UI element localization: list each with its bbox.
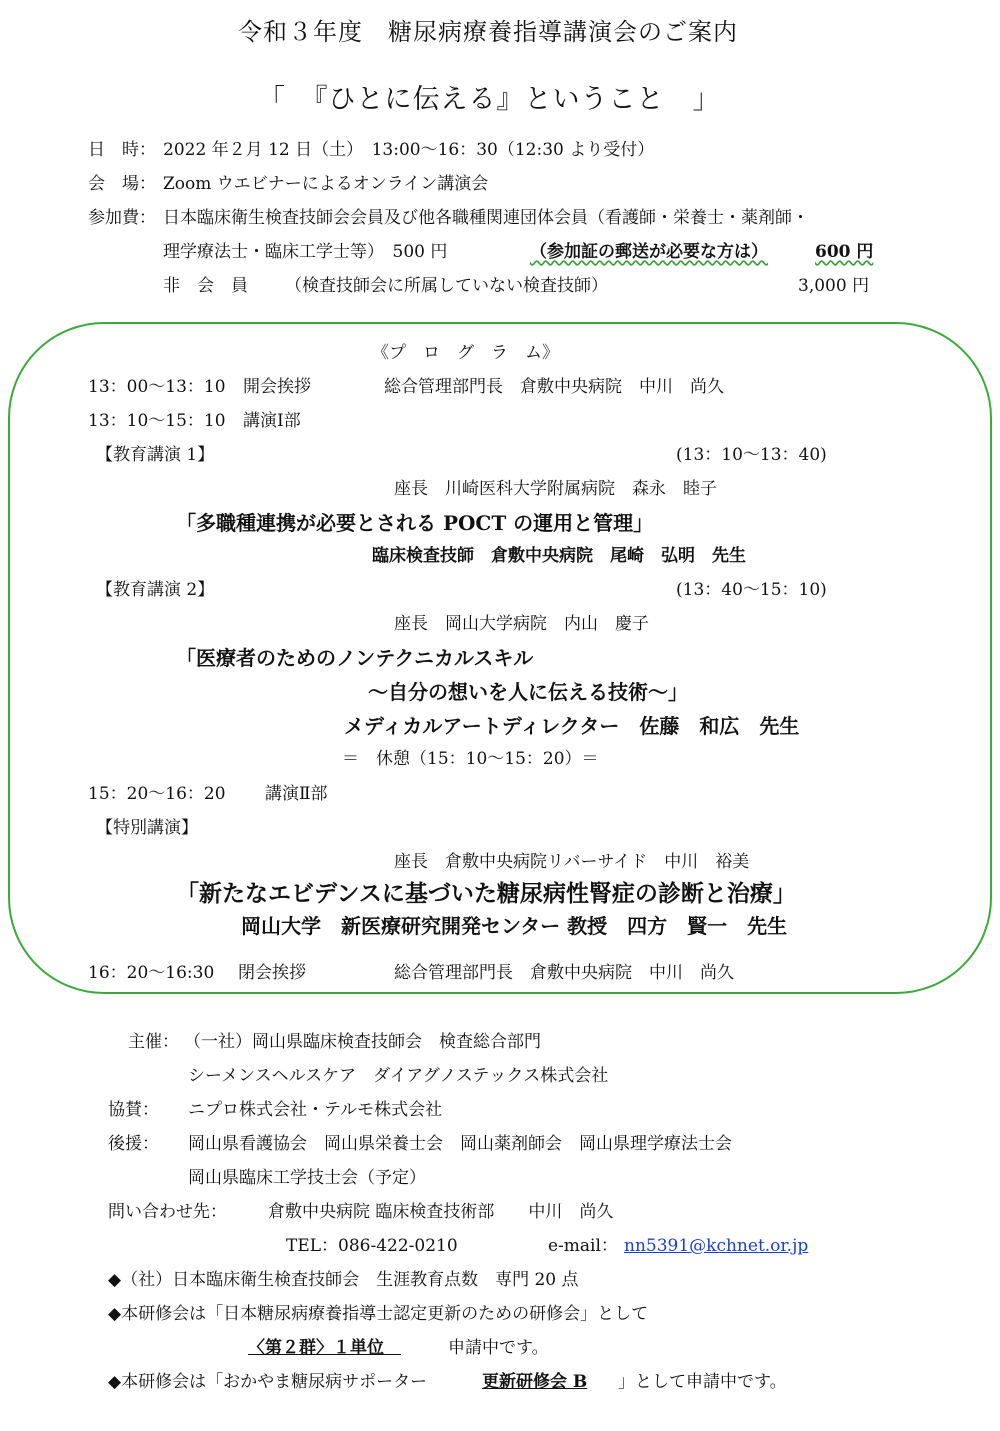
edu1-chair: 座長 川崎医科大学附属病院 森永 睦子: [394, 479, 717, 499]
email-link[interactable]: nn5391@kchnet.or.jp: [624, 1236, 809, 1256]
note-supporter-em: 更新研修会 B: [482, 1372, 588, 1392]
date-value: 2022 年２月 12 日（土） 13:00〜16：30（12:30 より受付）: [163, 140, 655, 160]
date-label: 日 時：: [88, 140, 156, 160]
special-speaker: 岡山大学 新医療研究開発センター 教授 四方 賢一 先生: [241, 914, 788, 938]
sponsor-value: ニプロ株式会社・テルモ株式会社: [188, 1100, 443, 1120]
edu1-label: 【教育講演 1】: [96, 445, 215, 465]
host-line-2: シーメンスヘルスケア ダイアグノステックス株式会社: [188, 1066, 609, 1086]
edu1-title: 「多職種連携が必要とされる POCT の運用と管理」: [176, 511, 654, 535]
support-label: 後援：: [108, 1134, 159, 1154]
note-cde-status: 申請中です。: [448, 1338, 549, 1358]
support-line-1: 岡山県看護協会 岡山県栄養士会 岡山薬剤師会 岡山県理学療法士会: [188, 1134, 732, 1154]
special-title: 「新たなエビデンスに基づいた糖尿病性腎症の診断と治療」: [176, 880, 796, 907]
contact-tel: TEL：086-422-0210: [286, 1236, 458, 1256]
host-label: 主催：: [128, 1032, 179, 1052]
fee-line-2: 理学療法士・臨床工学士等） 500 円: [163, 242, 448, 262]
edu1-speaker: 臨床検査技師 倉敷中央病院 尾崎 弘明 先生: [372, 546, 746, 566]
edu2-chair: 座長 岡山大学病院 内山 慶子: [394, 614, 649, 634]
host-line-1: （一社）岡山県臨床検査技師会 検査総合部門: [184, 1032, 541, 1052]
close-time: 16：20〜16:30: [88, 963, 215, 983]
edu2-speaker: メディカルアートディレクター 佐藤 和広 先生: [344, 714, 800, 738]
part2-time: 15：20〜16：20: [88, 784, 226, 804]
program-heading: 《プ ロ グ ラ ム》: [372, 343, 559, 363]
close-label: 閉会挨拶: [238, 963, 306, 983]
special-chair: 座長 倉敷中央病院リバーサイド 中川 裕美: [394, 852, 750, 872]
note-education-points: ◆（社）日本臨床衛生検査技師会 生涯教育点数 専門 20 点: [108, 1270, 579, 1290]
venue-value: Zoom ウエビナーによるオンライン講演会: [163, 174, 489, 194]
fee-line-1: 日本臨床衛生検査技師会会員及び他各職種関連団体会員（看護師・栄養士・薬剤師・: [163, 208, 809, 228]
special-label: 【特別講演】: [96, 818, 198, 838]
close-speaker: 総合管理部門長 倉敷中央病院 中川 尚久: [394, 963, 734, 983]
nonmember-price: 3,000 円: [798, 276, 870, 296]
nonmember-note: （検査技師会に所属していない検査技師）: [285, 276, 608, 296]
edu2-title-line-1: 「医療者のためのノンテクニカルスキル: [176, 646, 534, 670]
edu2-title-line-2: 〜自分の想いを人に伝える技術〜」: [368, 680, 688, 704]
note-supporter-pre: ◆本研修会は「おかやま糖尿病サポーター: [108, 1372, 428, 1392]
fee-mail-price: 600 円: [815, 242, 874, 262]
edu2-label: 【教育講演 2】: [96, 580, 215, 600]
edu1-time: (13：10〜13：40): [676, 445, 827, 465]
support-line-2: 岡山県臨床工学技士会（予定）: [188, 1168, 426, 1188]
open-time: 13：00〜13：10: [88, 377, 226, 397]
contact-value: 倉敷中央病院 臨床検査技術部 中川 尚久: [268, 1202, 614, 1222]
fee-mail-note: （参加証の郵送が必要な方は）: [530, 242, 768, 262]
part1-label: 講演Ⅰ部: [243, 411, 301, 431]
nonmember-label: 非 会 員: [163, 276, 248, 296]
part1-time: 13：10〜15：10: [88, 411, 226, 431]
sponsor-label: 協賛：: [108, 1100, 159, 1120]
note-cde-renewal: ◆本研修会は「日本糖尿病療養指導士認定更新のための研修会」として: [108, 1304, 649, 1324]
open-label: 開会挨拶: [243, 377, 311, 397]
page-title: 令和３年度 糖尿病療養指導講演会のご案内: [238, 18, 738, 46]
email-label: e-mail：: [548, 1236, 618, 1256]
note-cde-unit: 〈第２群〉１単位: [248, 1338, 401, 1358]
open-speaker: 総合管理部門長 倉敷中央病院 中川 尚久: [384, 377, 724, 397]
edu2-time: (13：40〜15：10): [676, 580, 827, 600]
note-supporter-post: 」として申請中です。: [618, 1372, 787, 1392]
contact-label: 問い合わせ先：: [108, 1202, 227, 1222]
venue-label: 会 場：: [88, 174, 156, 194]
break-text: ＝ 休憩（15：10〜15：20）＝: [342, 749, 599, 769]
part2-label: 講演Ⅱ部: [265, 784, 328, 804]
fee-label: 参加費：: [88, 208, 156, 228]
page-subtitle: 「 『ひとに伝える』ということ 」: [258, 84, 721, 115]
